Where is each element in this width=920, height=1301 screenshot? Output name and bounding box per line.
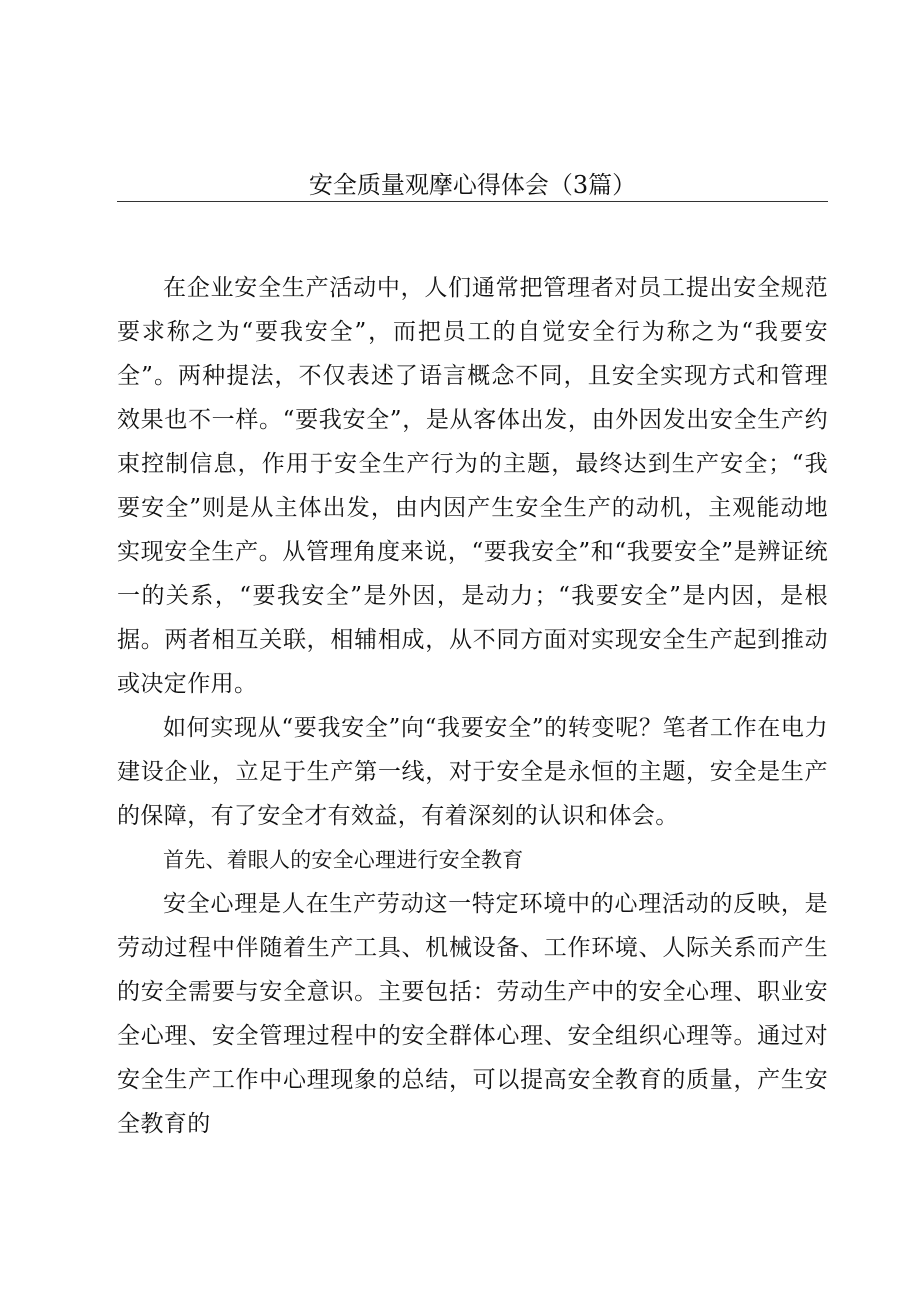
paragraph-safety-concepts: 在企业安全生产活动中，人们通常把管理者对员工提出安全规范要求称之为“要我安全”，而把员工的自觉安全行为称之为“我要安全”。两种提法，不仅表述了语言概念不同，且安全实现方式和管理效果也不一样。“要我安全”，是从客体出发，由外因发出安全生产约束控制信息，作用于安全生产行为的主题，最终达到生产安全；“我要安全”则是从主体出发，由内因产生安全生产的动机，主观能动地实现安全生产。从管理角度来说，“要我安全”和“我要安全”是辨证统一的关系，“要我安全”是外因，是动力；“我要安全”是内因，是根据。两者相互关联，相辅相成，从不同方面对实现安全生产起到推动或决定作用。 <box>117 275 828 697</box>
paragraph-safety-psychology: 安全心理是人在生产劳动这一特定环境中的心理活动的反映，是劳动过程中伴随着生产工具、机械设备、工作环境、人际关系而产生的安全需要与安全意识。主要包括：劳动生产中的安全心理、职业安全心理、安全管理过程中的安全群体心理、安全组织心理等。通过对安全生产工作中心理现象的总结，可以提高安全教育的质量，产生安全教育的 <box>117 891 828 1137</box>
paragraph-transformation: 如何实现从“要我安全”向“我要安全”的转变呢？笔者工作在电力建设企业，立足于生产第一线，对于安全是永恒的主题，安全是生产的保障，有了安全才有效益，有着深刻的认识和体会。 <box>117 715 828 829</box>
title-underline <box>117 201 828 202</box>
document-body <box>117 266 828 1146</box>
section-heading-first: 首先、着眼人的安全心理进行安全教育 <box>163 848 524 872</box>
document-title: 安全质量观摩心得体会（3篇） <box>308 171 637 199</box>
